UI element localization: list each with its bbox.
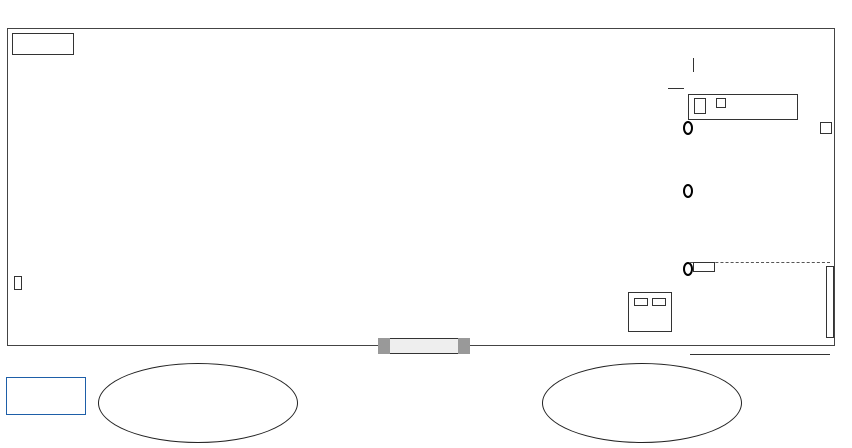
podium <box>716 98 726 108</box>
lounge-counter <box>826 266 834 338</box>
wifi-pointer-line <box>693 58 694 72</box>
mita-logo <box>6 377 86 415</box>
registration-desk <box>634 298 648 306</box>
outdoor-hall-2 <box>98 363 298 443</box>
cafeteria <box>12 33 74 55</box>
speaker-box <box>820 122 832 134</box>
charging-station-icon <box>14 276 22 290</box>
entrance-door-right <box>458 338 470 354</box>
tea-coffee-stall <box>693 262 715 272</box>
dimension-arrow-top <box>668 88 684 89</box>
registration-desk <box>652 298 666 306</box>
mc-table <box>694 98 706 114</box>
exhibition-hall-outline <box>7 28 835 346</box>
dimension-line-bottom <box>690 354 830 355</box>
entrance-doorway <box>378 338 470 354</box>
entrance-door-left <box>378 338 390 354</box>
pillar-icon <box>683 262 693 276</box>
pillar-icon <box>683 121 693 135</box>
outdoor-hall-1 <box>542 363 742 443</box>
pillar-icon <box>683 184 693 198</box>
